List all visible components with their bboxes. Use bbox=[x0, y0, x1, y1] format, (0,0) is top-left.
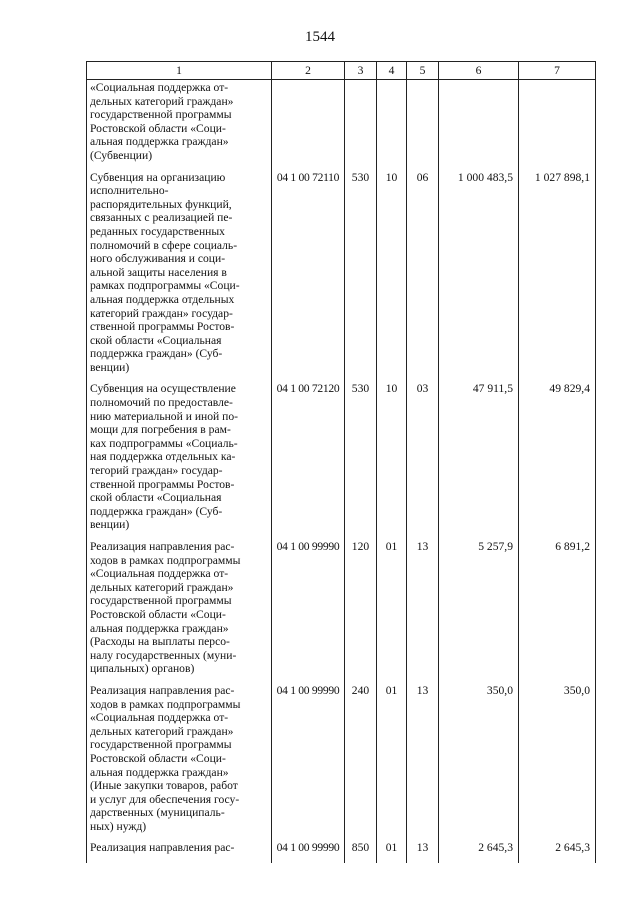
column-header: 4 bbox=[377, 62, 407, 80]
row-amount-year1 bbox=[439, 80, 519, 171]
row-amount-year1: 350,0 bbox=[439, 684, 519, 842]
row-target-article: 04 1 00 72120 bbox=[272, 382, 345, 540]
table-row bbox=[87, 540, 596, 684]
table-header-row bbox=[87, 62, 596, 80]
row-section: 01 bbox=[377, 684, 407, 842]
row-amount-year2: 350,0 bbox=[519, 684, 596, 842]
row-description: «Социальная поддержка от- дельных категорий граждан» государственной программы Ростовской области «Соци- альная поддержка граждан» (Субвенции) bbox=[87, 80, 272, 171]
row-amount-year1: 1 000 483,5 bbox=[439, 171, 519, 383]
row-amount-year2: 1 027 898,1 bbox=[519, 171, 596, 383]
column-header: 1 bbox=[87, 62, 272, 80]
row-amount-year1: 5 257,9 bbox=[439, 540, 519, 684]
row-target-article: 04 1 00 99990 bbox=[272, 684, 345, 842]
row-target-article: 04 1 00 99990 bbox=[272, 540, 345, 684]
row-subsection: 13 bbox=[407, 684, 439, 842]
table-row bbox=[87, 171, 596, 383]
row-amount-year2: 6 891,2 bbox=[519, 540, 596, 684]
table-row bbox=[87, 841, 596, 863]
row-description: Субвенция на осуществление полномочий по предоставле- нию материальной и иной по- мощи для погребения в рам- ках подпрограммы «Социаль- ная поддержка отдельных ка- тегорий граждан» государ- ственной программы Ростов- ской области «Социальная поддержка граждан» (Суб- венции) bbox=[87, 382, 272, 540]
row-amount-year2: 2 645,3 bbox=[519, 841, 596, 863]
column-header: 6 bbox=[439, 62, 519, 80]
row-expense-type: 240 bbox=[345, 684, 377, 842]
row-subsection: 06 bbox=[407, 171, 439, 383]
row-description: Субвенция на организацию исполнительно- распорядительных функций, связанных с реализацией пе- реданных государственных полномочий в сфере социаль- ного обслуживания и соци- альной защиты населения в рамках подпрограммы «Соци- альная поддержка отдельных категорий граждан» государ- ственной программы Ростов- ской области «Социальная поддержка граждан» (Суб- венции) bbox=[87, 171, 272, 383]
row-amount-year2 bbox=[519, 80, 596, 171]
row-subsection: 13 bbox=[407, 540, 439, 684]
row-expense-type: 850 bbox=[345, 841, 377, 863]
row-target-article: 04 1 00 99990 bbox=[272, 841, 345, 863]
column-header: 7 bbox=[519, 62, 596, 80]
row-section: 01 bbox=[377, 540, 407, 684]
table-row bbox=[87, 382, 596, 540]
row-expense-type: 530 bbox=[345, 171, 377, 383]
row-target-article bbox=[272, 80, 345, 171]
row-expense-type bbox=[345, 80, 377, 171]
row-subsection: 13 bbox=[407, 841, 439, 863]
row-section: 10 bbox=[377, 171, 407, 383]
row-expense-type: 120 bbox=[345, 540, 377, 684]
table-row bbox=[87, 80, 596, 171]
budget-table bbox=[86, 61, 596, 863]
row-description: Реализация направления рас- ходов в рамках подпрограммы «Социальная поддержка от- дельных категорий граждан» государственной программы Ростовской области «Соци- альная поддержка граждан» (Расходы на выплаты персо- налу государственных (муни- ципальных) органов) bbox=[87, 540, 272, 684]
page-number: 1544 bbox=[305, 29, 335, 45]
row-amount-year1: 47 911,5 bbox=[439, 382, 519, 540]
column-header: 2 bbox=[272, 62, 345, 80]
row-subsection bbox=[407, 80, 439, 171]
row-expense-type: 530 bbox=[345, 382, 377, 540]
row-description: Реализация направления рас- ходов в рамках подпрограммы «Социальная поддержка от- дельных категорий граждан» государственной программы Ростовской области «Соци- альная поддержка граждан» (Иные закупки товаров, работ и услуг для обеспечения госу- дарственных (муниципаль- ных) нужд) bbox=[87, 684, 272, 842]
row-section: 01 bbox=[377, 841, 407, 863]
row-section: 10 bbox=[377, 382, 407, 540]
row-description: Реализация направления рас- bbox=[87, 841, 272, 863]
row-subsection: 03 bbox=[407, 382, 439, 540]
column-header: 3 bbox=[345, 62, 377, 80]
row-target-article: 04 1 00 72110 bbox=[272, 171, 345, 383]
row-amount-year1: 2 645,3 bbox=[439, 841, 519, 863]
row-amount-year2: 49 829,4 bbox=[519, 382, 596, 540]
column-header: 5 bbox=[407, 62, 439, 80]
row-section bbox=[377, 80, 407, 171]
table-row bbox=[87, 684, 596, 842]
